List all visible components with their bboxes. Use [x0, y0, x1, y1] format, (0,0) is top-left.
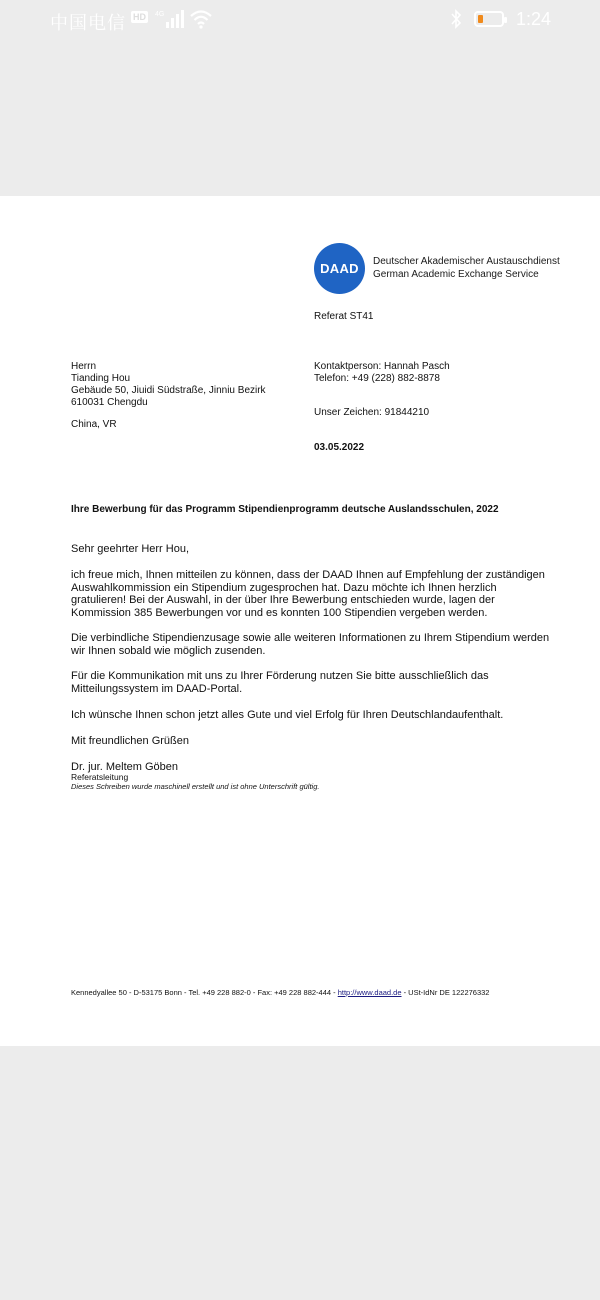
signal-icon [154, 8, 184, 30]
paragraph-1-line: Auswahlkommission ein Stipendium zugesprochen hat. Dazu möchte ich Ihnen herzlich [71, 581, 497, 594]
signer-name: Dr. jur. Meltem Göben [71, 761, 178, 773]
status-bar [0, 0, 600, 40]
paragraph-1-line: ich freue mich, Ihnen mitteilen zu können, dass der DAAD Ihnen auf Empfehlung der zuständigen [71, 569, 545, 581]
carrier-label: 中国电信 [50, 13, 126, 33]
recipient-country: China, VR [71, 419, 117, 430]
contact-phone: Telefon: +49 (228) 882-8878 [314, 373, 440, 384]
letter-date: 03.05.2022 [314, 442, 365, 453]
org-name-en: German Academic Exchange Service [373, 269, 539, 280]
paragraph-4: Ich wünsche Ihnen schon jetzt alles Gute und viel Erfolg für Ihren Deutschlandaufenthalt. [71, 709, 504, 721]
paragraph-1-line: Kommission 385 Bewerbungen vor und es konnten 100 Stipendien vergeben werden. [71, 606, 488, 619]
recipient-salutation: Herrn [71, 361, 97, 372]
footer-address: Kennedyallee 50 - D-53175 Bonn - Tel. +49 228 882-0 - Fax: +49 228 882-444 - [71, 988, 338, 997]
recipient-address [71, 361, 266, 409]
letter-footer [71, 988, 489, 998]
recipient-name: Tianding Hou [71, 373, 131, 384]
recipient-street: Gebäude 50, Jiuidi Südstraße, Jinniu Bezirk [71, 385, 266, 396]
referat: Referat ST41 [314, 311, 374, 322]
footer-tax-id: - USt-IdNr DE 122276332 [401, 988, 490, 997]
org-name-de: Deutscher Akademischer Austauschdienst [373, 256, 560, 267]
website-link[interactable]: http://www.daad.de [337, 988, 402, 997]
network-label: 4G [155, 11, 165, 18]
wifi-icon [189, 8, 213, 30]
paragraph-2 [71, 632, 549, 657]
greeting: Sehr geehrter Herr Hou, [71, 543, 189, 555]
paragraph-3 [71, 670, 489, 695]
contact-block [314, 361, 450, 385]
clock: 1:24 [516, 9, 552, 29]
contact-person: Kontaktperson: Hannah Pasch [314, 361, 450, 372]
org-name [373, 255, 560, 281]
paragraph-1 [71, 569, 545, 619]
daad-logo [314, 243, 365, 294]
hd-badge: HD [133, 12, 146, 22]
reference-number: Unser Zeichen: 91844210 [314, 407, 430, 418]
letter-subject: Ihre Bewerbung für das Programm Stipendienprogramm deutsche Auslandsschulen, 2022 [71, 504, 499, 515]
signer-title: Referatsleitung [71, 772, 129, 782]
validity-note: Dieses Schreiben wurde maschinell erstellt und ist ohne Unterschrift gültig. [71, 782, 320, 791]
paragraph-2-line: Die verbindliche Stipendienzusage sowie alle weiteren Informationen zu Ihrem Stipendium werden [71, 632, 550, 644]
closing: Mit freundlichen Grüßen [71, 735, 189, 747]
bluetooth-icon [450, 9, 462, 29]
paragraph-2-line: wir Ihnen sobald wie möglich zusenden. [71, 644, 266, 657]
paragraph-1-line: gratulieren! Bei der Auswahl, in der über Ihre Bewerbung entschieden wurde, lagen der [71, 594, 495, 606]
battery-icon [474, 11, 504, 27]
recipient-city: 610031 Chengdu [71, 397, 148, 408]
document-page [0, 196, 600, 1046]
paragraph-3-line: Für die Kommunikation mit uns zu Ihrer Förderung nutzen Sie bitte ausschließlich das [71, 670, 489, 682]
paragraph-3-line: Mitteilungssystem im DAAD-Portal. [71, 682, 243, 695]
logo-text: DAAD [320, 261, 359, 276]
